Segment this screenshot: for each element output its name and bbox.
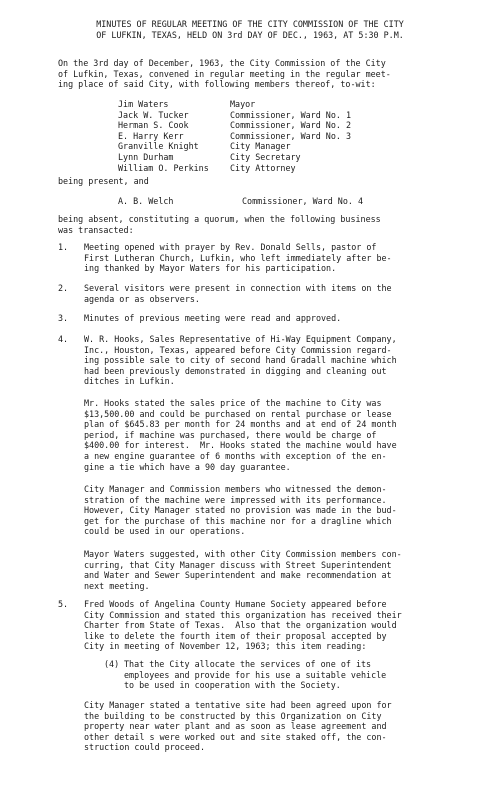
item-text: Minutes of previous meeting were read and approved. (84, 313, 342, 323)
item-4-paragraph: Mayor Waters suggested, with other City Commission members con- curring, that City Manager discuss with Street Superintendent and Water and Sewer Superintendent and make recommendation at next meeting. (84, 549, 402, 591)
roster-row (118, 110, 351, 121)
quote-text: That the City allocate the services of one of its employees and provide for his use a suitable vehicle to be used in cooperation with the Society. (124, 659, 387, 691)
roster-row (118, 152, 351, 163)
roster-row (118, 131, 351, 142)
item-number: 4. (58, 334, 69, 344)
heading-line-2: OF LUFKIN, TEXAS, HELD ON 3rd DAY OF DEC., 1963, AT 5:30 P.M. (96, 29, 404, 40)
member-name: A. B. Welch (118, 196, 174, 206)
roster-row (118, 99, 351, 110)
item-text: Meeting opened with prayer by Rev. Donald Sells, pastor of First Lutheran Church, Lufkin, who left immediately after be- ing thanked by Mayor Waters for his participation. (84, 242, 392, 274)
member-name: Jim Waters (118, 99, 169, 109)
item-text: W. R. Hooks, Sales Representative of Hi-Way Equipment Company, Inc., Houston, Texas, appeared before City Commission regard- ing possible sale to city of second hand Gradall machine which had been previously demonstrated in digging and cleaning out ditches in Lufkin. (84, 334, 397, 387)
member-title: City Attorney (230, 162, 296, 173)
quote-number: (4) (104, 659, 120, 669)
member-name: Jack W. Tucker (118, 109, 189, 120)
item-4-paragraph: City Manager and Commission members who witnessed the demon- stration of the machine were impressed with its performance. However, City Manager stated no provision was made in the bud- get for the purchase of this machine nor for a dragline which could be used in our operations. (84, 484, 397, 537)
item-text: Several visitors were present in connection with items on the agenda or as observers. (84, 283, 392, 304)
intro-paragraph: On the 3rd day of December, 1963, the City Commission of the City of Lufkin, Texas, convened in regular meeting in the regular meet- ing place of said City, with following members thereof, to-wit: (58, 58, 391, 90)
member-name: Herman S. Cook (118, 120, 189, 131)
member-title: Mayor (230, 99, 256, 109)
minutes-heading (70, 19, 430, 40)
member-title: City Manager (230, 141, 291, 152)
member-name: William O. Perkins (118, 162, 209, 173)
member-title: City Secretary (230, 151, 301, 162)
present-roster (118, 99, 351, 173)
roster-row (118, 196, 363, 207)
item-number: 3. (58, 313, 69, 323)
heading-line-1: MINUTES OF REGULAR MEETING OF THE CITY COMMISSION OF THE CITY (96, 19, 404, 29)
member-title: Commissioner, Ward No. 1 (230, 109, 352, 120)
roster-row (118, 120, 351, 131)
member-title: Commissioner, Ward No. 3 (230, 130, 352, 141)
absent-roster (118, 196, 363, 207)
item-4-paragraph: Mr. Hooks stated the sales price of the machine to City was $13,500.00 and could be purchased on rental purchase or lease plan of $645.83 per month for 24 months and at end of 24 month period, if machine was purchased, there would be charge of $400.00 for interest. Mr. Hooks stated the machine would have a new engine guarantee of 6 months with exception of the en- gine a tie which have a 90 day guarantee. (84, 398, 397, 472)
item-number: 1. (58, 242, 69, 252)
being-present-line: being present, and (58, 176, 149, 186)
item-number: 5. (58, 599, 69, 609)
item-5-paragraph: City Manager stated a tentative site had been agreed upon for the building to be constructed by this Organization on City property near water plant and as soon as lease agreement and other detail s were worked out and site staked off, the con- struction could proceed. (84, 700, 392, 753)
roster-row (118, 163, 351, 174)
member-name: Granville Knight (118, 141, 199, 152)
quorum-paragraph: being absent, constituting a quorum, when the following business was transacted: (58, 214, 381, 235)
item-text: Fred Woods of Angelina County Humane Society appeared before City Commission and stated this organization has received their Charter from State of Texas. Also that the organization would like to delete the fourth item of their proposal accepted by City in meeting of November 12, 1963; this item reading: (84, 599, 402, 652)
member-title: Commissioner, Ward No. 4 (242, 196, 364, 206)
member-name: Lynn Durham (118, 151, 174, 162)
item-number: 2. (58, 283, 69, 293)
roster-row (118, 141, 351, 152)
member-title: Commissioner, Ward No. 2 (230, 120, 352, 131)
member-name: E. Harry Kerr (118, 130, 184, 141)
